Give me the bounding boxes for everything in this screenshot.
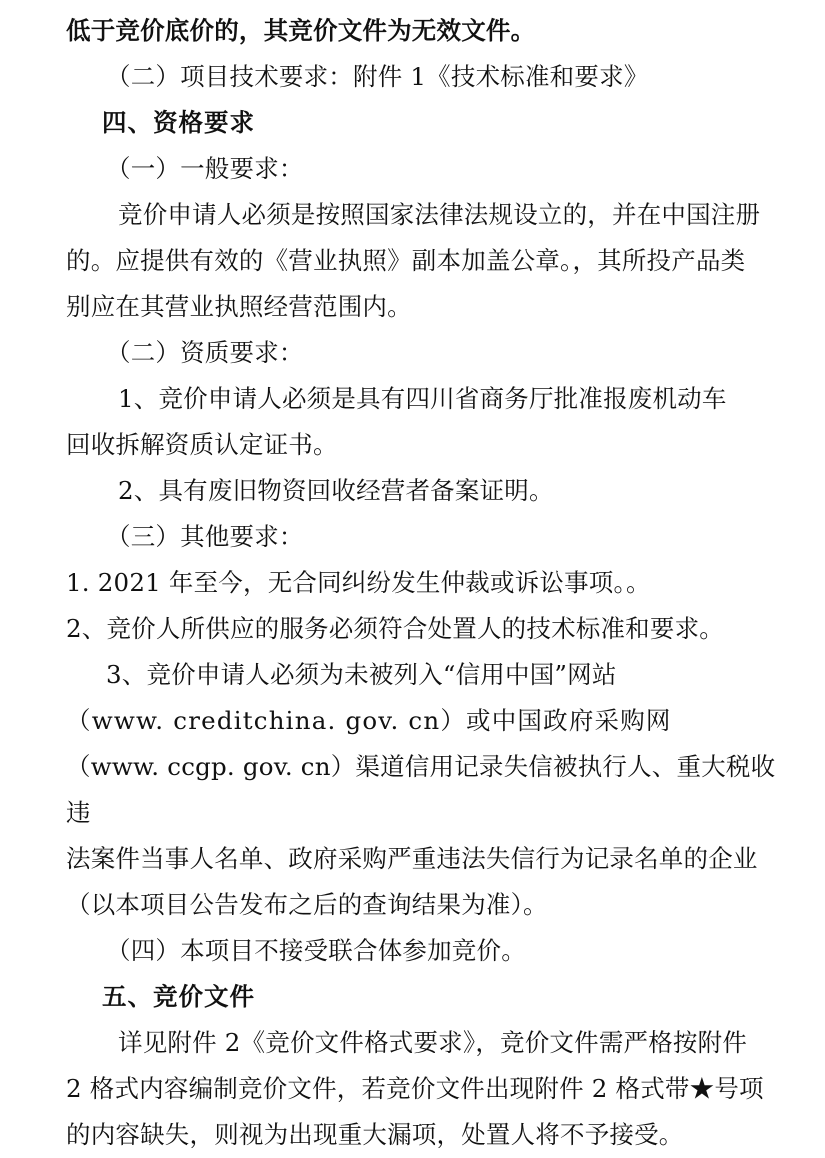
document-line: 详见附件 2《竞价文件格式要求》，竞价文件需严格按附件 — [118, 1028, 748, 1057]
document-line: 3、竞价申请人必须为未被列入“信用中国”网站 — [106, 660, 617, 689]
document-line: 的。应提供有效的《营业执照》副本加盖公章。，其所投产品类 — [66, 246, 746, 275]
document-line: （以本项目公告发布之后的查询结果为准）。 — [66, 890, 548, 919]
document-line: 2 格式内容编制竞价文件，若竞价文件出现附件 2 格式带★号项 — [66, 1074, 764, 1103]
document-line: （www. creditchina. gov. cn）或中国政府采购网 — [66, 706, 672, 735]
section-heading: 五、竞价文件 — [102, 982, 255, 1011]
document-line: 别应在其营业执照经营范围内。 — [66, 292, 412, 321]
document-line: （四）本项目不接受联合体参加竞价。 — [106, 936, 526, 965]
document-line: （三）其他要求： — [106, 522, 304, 551]
section-heading: 四、资格要求 — [102, 108, 255, 137]
document-line: 回收拆解资质认定证书。 — [66, 430, 338, 459]
document-line: （一）一般要求： — [106, 154, 304, 183]
document-line: 2、竞价人所供应的服务必须符合处置人的技术标准和要求。 — [66, 614, 724, 643]
document-line: 2、具有废旧物资回收经营者备案证明。 — [118, 476, 554, 505]
document-line: 的内容缺失，则视为出现重大漏项，处置人将不予接受。 — [66, 1120, 684, 1149]
document-line: 法案件当事人名单、政府采购严重违法失信行为记录名单的企业 — [66, 844, 758, 873]
document-line: 1. 2021 年至今，无合同纠纷发生仲裁或诉讼事项。。 — [66, 568, 651, 597]
document-line: （二）项目技术要求：附件 1《技术标准和要求》 — [106, 62, 649, 91]
document-line: （二）资质要求： — [106, 338, 304, 367]
document-line: 竞价申请人必须是按照国家法律法规设立的，并在中国注册 — [118, 200, 761, 229]
document-line: 低于竞价底价的，其竞价文件为无效文件。 — [66, 16, 536, 45]
document-line: 1、竞价申请人必须是具有四川省商务厅批准报废机动车 — [118, 384, 727, 413]
document-line: （www. ccgp. gov. cn）渠道信用记录失信被执行人、重大税收违 — [66, 752, 776, 827]
